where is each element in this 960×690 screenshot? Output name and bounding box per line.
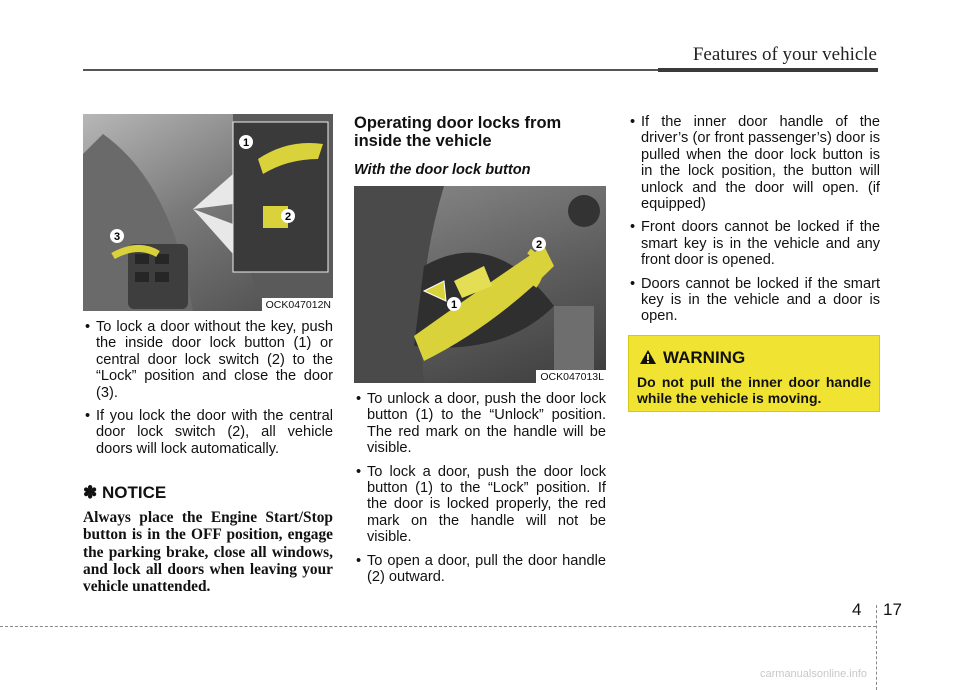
footer-rule bbox=[0, 626, 876, 627]
door-handle-illustration bbox=[354, 186, 606, 383]
fig-label-2: 2 bbox=[535, 239, 543, 251]
middle-bullet-list bbox=[354, 391, 606, 585]
list-item: • If you lock the door with the central door lock switch (2), all vehicle doors will lock automatically. bbox=[83, 408, 333, 457]
list-item: • If the inner door handle of the driver’s (or front passenger’s) door is pulled when the door lock button is in the lock position, the button will unlock and the door will open. (if equipped) bbox=[628, 114, 880, 212]
warning-box bbox=[628, 335, 880, 412]
middle-column bbox=[354, 114, 606, 592]
list-item: • Doors cannot be locked if the smart key is in the vehicle and a door is open. bbox=[628, 276, 880, 325]
notice-body: Always place the Engine Start/Stop button is in the OFF position, engage the parking brake, close all windows, and lock all doors when leaving your vehicle unattended. bbox=[83, 509, 333, 596]
watermark: carmanualsonline.info bbox=[760, 668, 868, 680]
door-interior-illustration bbox=[83, 114, 333, 311]
notice-symbol: ✽ bbox=[83, 483, 98, 503]
header-rule-accent bbox=[658, 68, 878, 72]
running-header: Features of your vehicle bbox=[692, 44, 877, 65]
fig-label-3: 3 bbox=[113, 231, 121, 243]
figure-code: OCK047012N bbox=[262, 298, 333, 311]
list-item: • To lock a door without the key, push the inside door lock button (1) or central door lock switch (2) to the “Lock” position and close the door (3). bbox=[83, 319, 333, 401]
list-item: • To open a door, pull the door handle (2) outward. bbox=[354, 553, 606, 586]
warning-heading bbox=[639, 348, 745, 368]
section-heading: Operating door locks from inside the vehicle bbox=[354, 114, 562, 150]
footer-divider bbox=[876, 605, 877, 690]
left-bullet-list bbox=[83, 319, 333, 457]
fig-label-2: 2 bbox=[284, 211, 292, 223]
warning-title: WARNING bbox=[663, 347, 746, 367]
fig-label-1: 1 bbox=[242, 137, 250, 149]
list-item: • To unlock a door, push the door lock button (1) to the “Unlock” position. The red mark on the handle will be visible. bbox=[354, 391, 606, 457]
chapter-number: 4 bbox=[852, 600, 862, 619]
notice-heading bbox=[83, 483, 333, 503]
door-handle-figure bbox=[354, 186, 606, 383]
right-bullet-list bbox=[628, 114, 880, 325]
fig-label-1: 1 bbox=[450, 299, 458, 311]
left-column bbox=[83, 114, 333, 595]
page-number: 17 bbox=[883, 600, 902, 619]
door-lock-figure bbox=[83, 114, 333, 311]
subsection-heading: With the door lock button bbox=[354, 162, 531, 178]
right-column bbox=[628, 114, 880, 412]
notice-title: NOTICE bbox=[101, 483, 167, 503]
figure-code: OCK047013L bbox=[536, 370, 606, 383]
warning-text: Do not pull the inner door handle while the vehicle is moving. bbox=[637, 373, 871, 406]
list-item: • To lock a door, push the door lock button (1) to the “Lock” position. If the door is locked properly, the red mark on the handle will not be visible. bbox=[354, 464, 606, 546]
warning-icon bbox=[639, 349, 657, 365]
list-item: • Front doors cannot be locked if the smart key is in the vehicle and any front door is opened. bbox=[628, 219, 880, 268]
